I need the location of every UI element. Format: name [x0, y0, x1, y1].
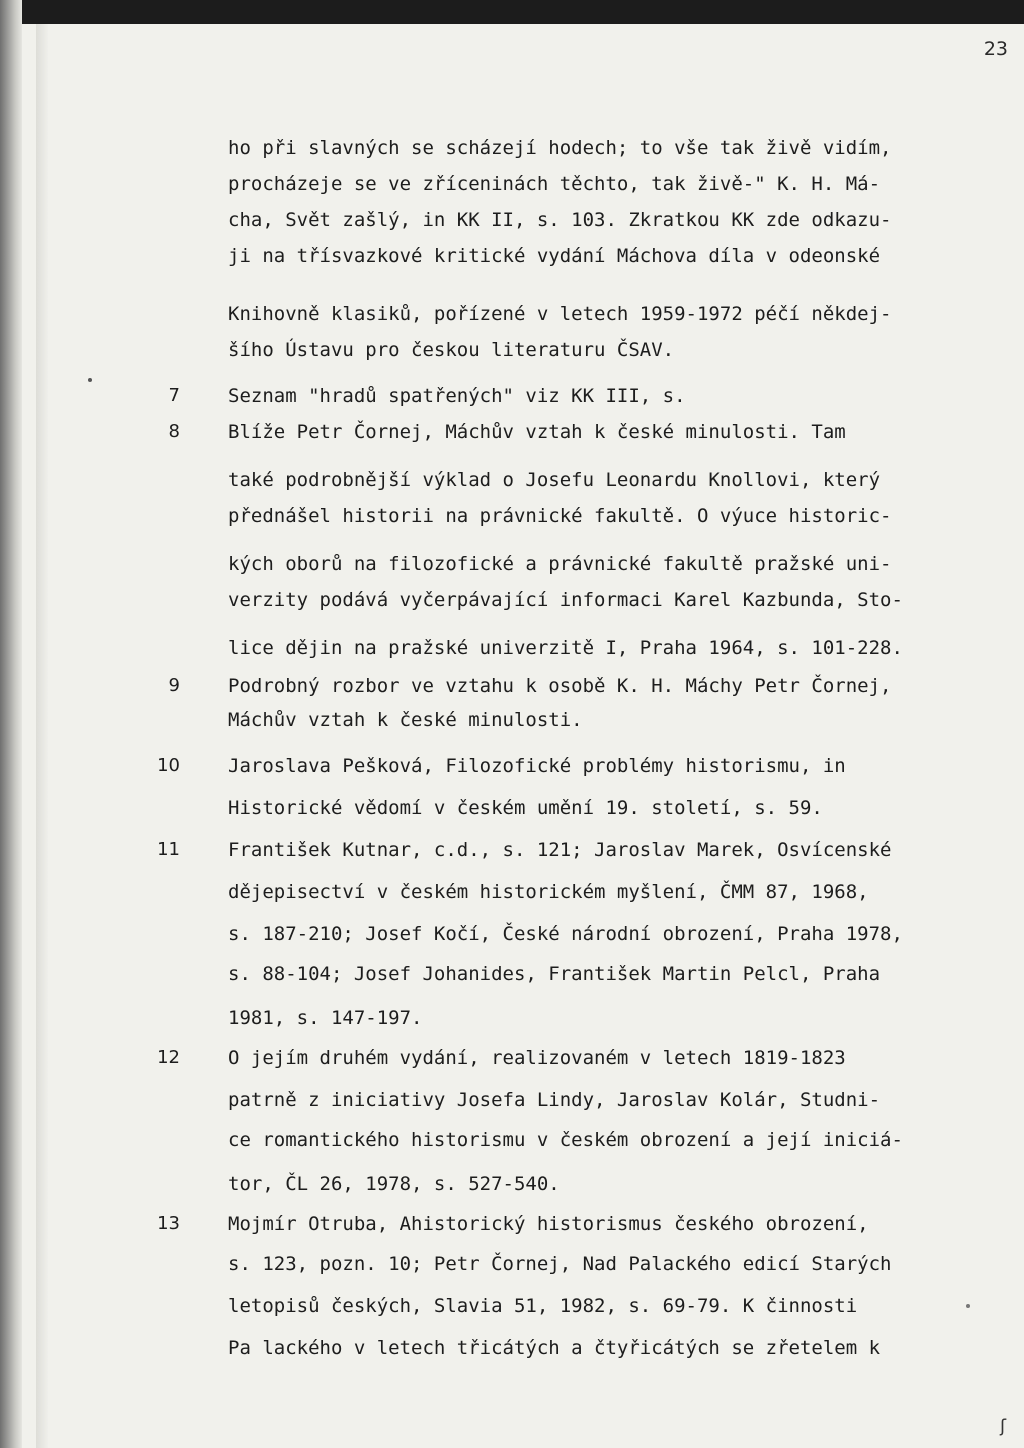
text-line: Jaroslava Pešková, Filozofické problémy historismu, in [228, 755, 846, 777]
note-number: 11 [157, 839, 180, 860]
text-line: ji na třísvazkové kritické vydání Máchova díla v odeonské [228, 245, 881, 267]
note-number: 10 [157, 755, 180, 776]
note-number: 8 [168, 421, 180, 442]
page-number: 23 [983, 38, 1008, 60]
text-line: kých oborů na filozofické a právnické fakultě pražské uni- [228, 553, 892, 575]
text-line: patrně z iniciativy Josefa Lindy, Jaroslav Kolár, Studni- [228, 1089, 881, 1111]
text-line: dějepisectví v českém historickém myšlení, ČMM 87, 1968, [228, 881, 869, 903]
text-line: přednášel historii na právnické fakultě. O výuce historic- [228, 505, 892, 527]
text-line: letopisů českých, Slavia 51, 1982, s. 69-79. K činnosti [228, 1295, 858, 1317]
text-line: cha, Svět zašlý, in KK II, s. 103. Zkratkou KK zde odkazu- [228, 209, 892, 231]
note-number: 12 [157, 1047, 180, 1068]
scan-top-edge [0, 0, 1024, 24]
text-line: ce romantického historismu v českém obrození a její iniciá- [228, 1129, 903, 1151]
margin-bullet [88, 378, 92, 382]
scan-binding-highlight [36, 24, 48, 1448]
text-line: verzity podává vyčerpávající informaci Karel Kazbunda, Sto- [228, 589, 903, 611]
text-line: Pa lackého v letech třicátých a čtyřicátých se zřetelem k [228, 1337, 881, 1359]
text-line: František Kutnar, c.d., s. 121; Jaroslav Marek, Osvícenské [228, 839, 892, 861]
text-line: tor, ČL 26, 1978, s. 527-540. [228, 1173, 560, 1195]
note-number: 9 [168, 675, 180, 696]
text-line: 1981, s. 147-197. [228, 1007, 423, 1029]
text-line: ho při slavných se scházejí hodech; to vše tak živě vidím, [228, 137, 892, 159]
text-line: Knihovně klasiků, pořízené v letech 1959-1972 péčí někdej- [228, 303, 892, 325]
text-line: šího Ústavu pro českou literaturu ČSAV. [228, 339, 675, 361]
text-line: Podrobný rozbor ve vztahu k osobě K. H. Máchy Petr Čornej, [228, 675, 892, 697]
text-line: Historické vědomí v českém umění 19. století, s. 59. [228, 797, 823, 819]
text-line: Seznam "hradů spatřených" viz KK III, s. [228, 385, 686, 407]
scan-binding-shadow [0, 0, 22, 1448]
text-line: s. 88-104; Josef Johanides, František Martin Pelcl, Praha [228, 963, 881, 985]
corner-mark: ʃ [1000, 1416, 1007, 1437]
note-number: 7 [168, 385, 180, 406]
text-line: Mojmír Otruba, Ahistorický historismus českého obrození, [228, 1213, 869, 1235]
text-line: s. 187-210; Josef Kočí, České národní obrození, Praha 1978, [228, 923, 903, 945]
text-line: O jejím druhém vydání, realizovaném v letech 1819-1823 [228, 1047, 846, 1069]
margin-dot [966, 1304, 970, 1308]
text-line: procházeje se ve zříceninách těchto, tak živě-" K. H. Má- [228, 173, 881, 195]
note-number: 13 [157, 1213, 180, 1234]
text-line: Máchův vztah k české minulosti. [228, 709, 583, 731]
text-line: Blíže Petr Čornej, Máchův vztah k české minulosti. Tam [228, 421, 846, 443]
text-line: s. 123, pozn. 10; Petr Čornej, Nad Palackého edicí Starých [228, 1253, 892, 1275]
text-line: lice dějin na pražské univerzitě I, Praha 1964, s. 101-228. [228, 637, 903, 659]
text-line: také podrobnější výklad o Josefu Leonardu Knollovi, který [228, 469, 881, 491]
